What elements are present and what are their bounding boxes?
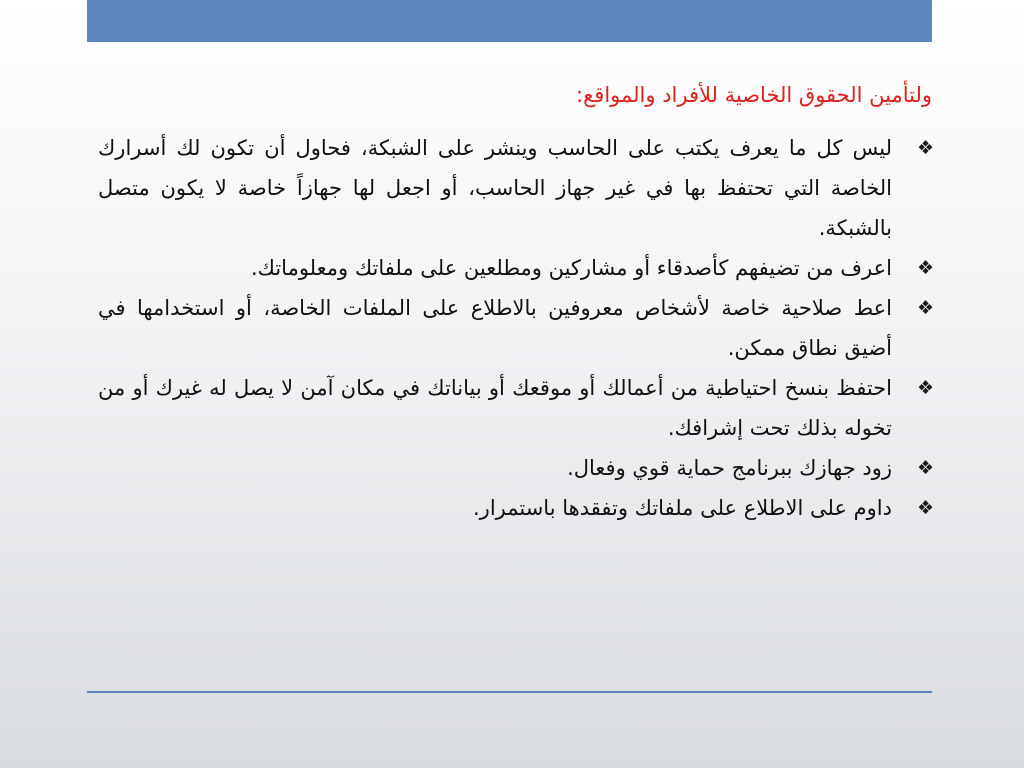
bullet-text: ليس كل ما يعرف يكتب على الحاسب وينشر على الشبكة، فحاول أن تكون لك أسرارك الخاصة التي تحتفظ بها في غير جهاز الحاسب، أو اجعل لها جهازاً خاصة لا يكون متصل بالشبكة. xyxy=(98,136,892,240)
top-accent-bar xyxy=(87,0,932,42)
diamond-bullet-icon: ❖ xyxy=(916,257,934,279)
list-item xyxy=(90,128,940,248)
slide-content xyxy=(90,74,940,528)
diamond-bullet-icon: ❖ xyxy=(916,377,934,399)
diamond-bullet-icon: ❖ xyxy=(916,297,934,319)
bottom-divider-line xyxy=(87,691,932,693)
list-item xyxy=(90,248,940,288)
bullet-list xyxy=(90,128,940,528)
list-item xyxy=(90,448,940,488)
list-item xyxy=(90,368,940,448)
list-item xyxy=(90,488,940,528)
list-item xyxy=(90,288,940,368)
diamond-bullet-icon: ❖ xyxy=(916,137,934,159)
bullet-text: زود جهازك ببرنامج حماية قوي وفعال. xyxy=(567,456,892,480)
diamond-bullet-icon: ❖ xyxy=(916,457,934,479)
bullet-text: اعط صلاحية خاصة لأشخاص معروفين بالاطلاع على الملفات الخاصة، أو استخدامها في أضيق نطاق ممكن. xyxy=(98,296,892,360)
slide-heading: ولتأمين الحقوق الخاصية للأفراد والمواقع: xyxy=(576,83,932,107)
bullet-text: اعرف من تضيفهم كأصدقاء أو مشاركين ومطلعين على ملفاتك ومعلوماتك. xyxy=(250,256,892,280)
bullet-text: احتفظ بنسخ احتياطية من أعمالك أو موقعك أو بياناتك في مكان آمن لا يصل له غيرك أو من تخوله بذلك تحت إشرافك. xyxy=(98,376,892,440)
bullet-text: داوم على الاطلاع على ملفاتك وتفقدها باستمرار. xyxy=(473,496,892,520)
diamond-bullet-icon: ❖ xyxy=(916,497,934,519)
